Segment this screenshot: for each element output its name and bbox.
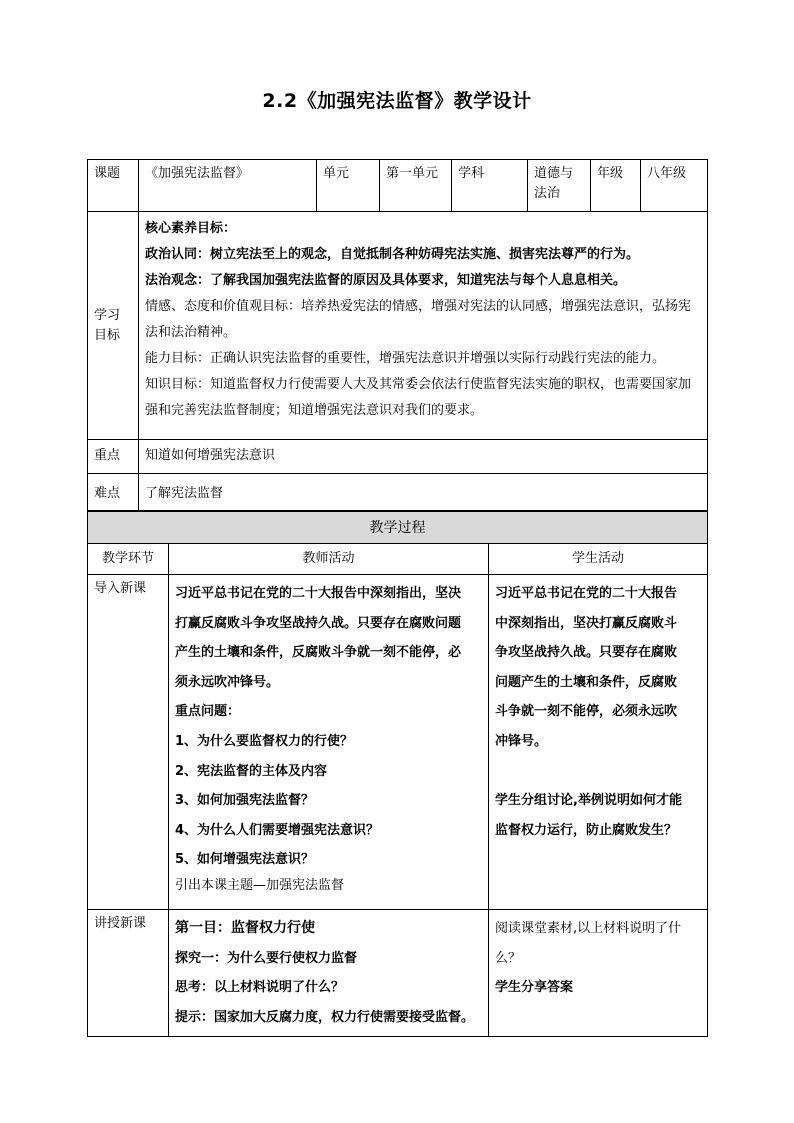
intro-student-activity (489, 575, 708, 910)
intro-stage: 导入新课 (88, 575, 169, 910)
info-row (88, 160, 708, 212)
key-point-row (88, 440, 708, 474)
teacher-line: 重点问题： (175, 704, 241, 720)
goal-line: 法治观念：了解我国加强宪法监督的原因及具体要求，知道宪法与每个人息息相关。 (145, 273, 627, 288)
teacher-line: 第一目：监督权力行使 (175, 920, 315, 936)
teacher-line: 产生的土壤和条件，反腐败斗争就一刻不能停，必 (175, 645, 462, 661)
student-line: 斗争就一刻不能停，必须永远吹 (495, 704, 678, 720)
lecture-row (88, 910, 708, 1037)
student-line (495, 757, 701, 787)
teacher-line: 须永远吹冲锋号。 (175, 674, 280, 690)
lecture-teacher-activity (169, 910, 489, 1037)
student-line: 问题产生的土壤和条件，反腐败 (495, 674, 678, 690)
col-stage-header: 教学环节 (88, 544, 169, 575)
teacher-line: 5、如何增强宪法意识？ (175, 852, 315, 868)
student-line: 争攻坚战持久战。只要存在腐败 (495, 645, 678, 661)
teacher-line: 习近平总书记在党的二十大报告中深刻指出，坚决 (175, 586, 462, 601)
teacher-line: 提示：国家加大反腐力度，权力行使需要接受监督。 (175, 1009, 475, 1025)
col-teacher-header: 教师活动 (169, 544, 489, 575)
process-header-row (88, 544, 708, 575)
student-line: 学生分享答案 (495, 980, 574, 996)
lesson-info-table (87, 159, 708, 511)
unit-value: 第一单元 (380, 160, 452, 212)
key-point-value: 知道如何增强宪法意识 (139, 440, 708, 474)
teacher-line: 打赢反腐败斗争攻坚战持久战。只要存在腐败问题 (175, 615, 462, 631)
subject-value: 道德与法治 (528, 160, 591, 212)
intro-teacher-activity (169, 575, 489, 910)
process-title-row (88, 512, 708, 544)
unit-label: 单元 (317, 160, 380, 212)
difficulty-label: 难点 (88, 474, 139, 511)
lecture-student-activity (489, 910, 708, 1037)
teacher-line: 探究一：为什么要行使权力监督 (175, 950, 358, 966)
difficulty-row (88, 474, 708, 511)
student-line: 中深刻指出，坚决打赢反腐败斗 (495, 615, 678, 631)
goals-content (139, 212, 708, 440)
document-title: 2.2《加强宪法监督》教学设计 (262, 90, 532, 112)
key-point-label: 重点 (88, 440, 139, 474)
lesson-value: 《加强宪法监督》 (139, 160, 317, 212)
teacher-line: 思考：以上材料说明了什么？ (175, 980, 345, 996)
student-line: 么？ (495, 950, 522, 966)
student-line: 冲锋号。 (495, 733, 548, 749)
intro-row (88, 575, 708, 910)
grade-label: 年级 (591, 160, 641, 212)
teacher-line: 2、宪法监督的主体及内容 (175, 763, 328, 779)
goals-row (88, 212, 708, 440)
goal-line: 能力目标：正确认识宪法监督的重要性，增强宪法意识并增强以实际行动践行宪法的能力。 (145, 351, 666, 366)
col-student-header: 学生活动 (489, 544, 708, 575)
teacher-line: 4、为什么人们需要增强宪法意识？ (175, 822, 380, 838)
goals-heading: 核心素养目标： (145, 221, 237, 236)
student-line: 学生分组讨论,举例说明如何才能 (495, 793, 682, 809)
subject-label: 学科 (452, 160, 528, 212)
difficulty-value: 了解宪法监督 (139, 474, 708, 511)
lesson-label: 课题 (88, 160, 139, 212)
student-line: 阅读课堂素材,以上材料说明了什 (495, 921, 682, 936)
student-line: 监督权力运行，防止腐败发生？ (495, 822, 678, 838)
goal-line: 政治认同：树立宪法至上的观念，自觉抵制各种妨碍宪法实施、损害宪法尊严的行为。 (145, 247, 640, 262)
goal-line: 情感、态度和价值观目标：培养热爱宪法的情感，增强对宪法的认同感，增强宪法意识，弘扬宪法和法治精神。 (145, 299, 692, 340)
goal-line: 知识目标：知道监督权力行使需要人大及其常委会依法行使监督宪法实施的职权，也需要国家加强和完善宪法监督制度；知道增强宪法意识对我们的要求。 (145, 377, 692, 418)
teacher-line: 3、如何加强宪法监督？ (175, 793, 315, 809)
teaching-process-table (87, 511, 708, 1037)
process-title: 教学过程 (88, 512, 708, 544)
grade-value: 八年级 (641, 160, 708, 212)
teacher-line: 1、为什么要监督权力的行使？ (175, 733, 354, 749)
lecture-stage: 讲授新课 (88, 910, 169, 1037)
student-line: 习近平总书记在党的二十大报告 (495, 586, 678, 601)
teacher-line: 引出本课主题—加强宪法监督 (175, 877, 345, 893)
goals-label: 学习目标 (88, 212, 139, 440)
